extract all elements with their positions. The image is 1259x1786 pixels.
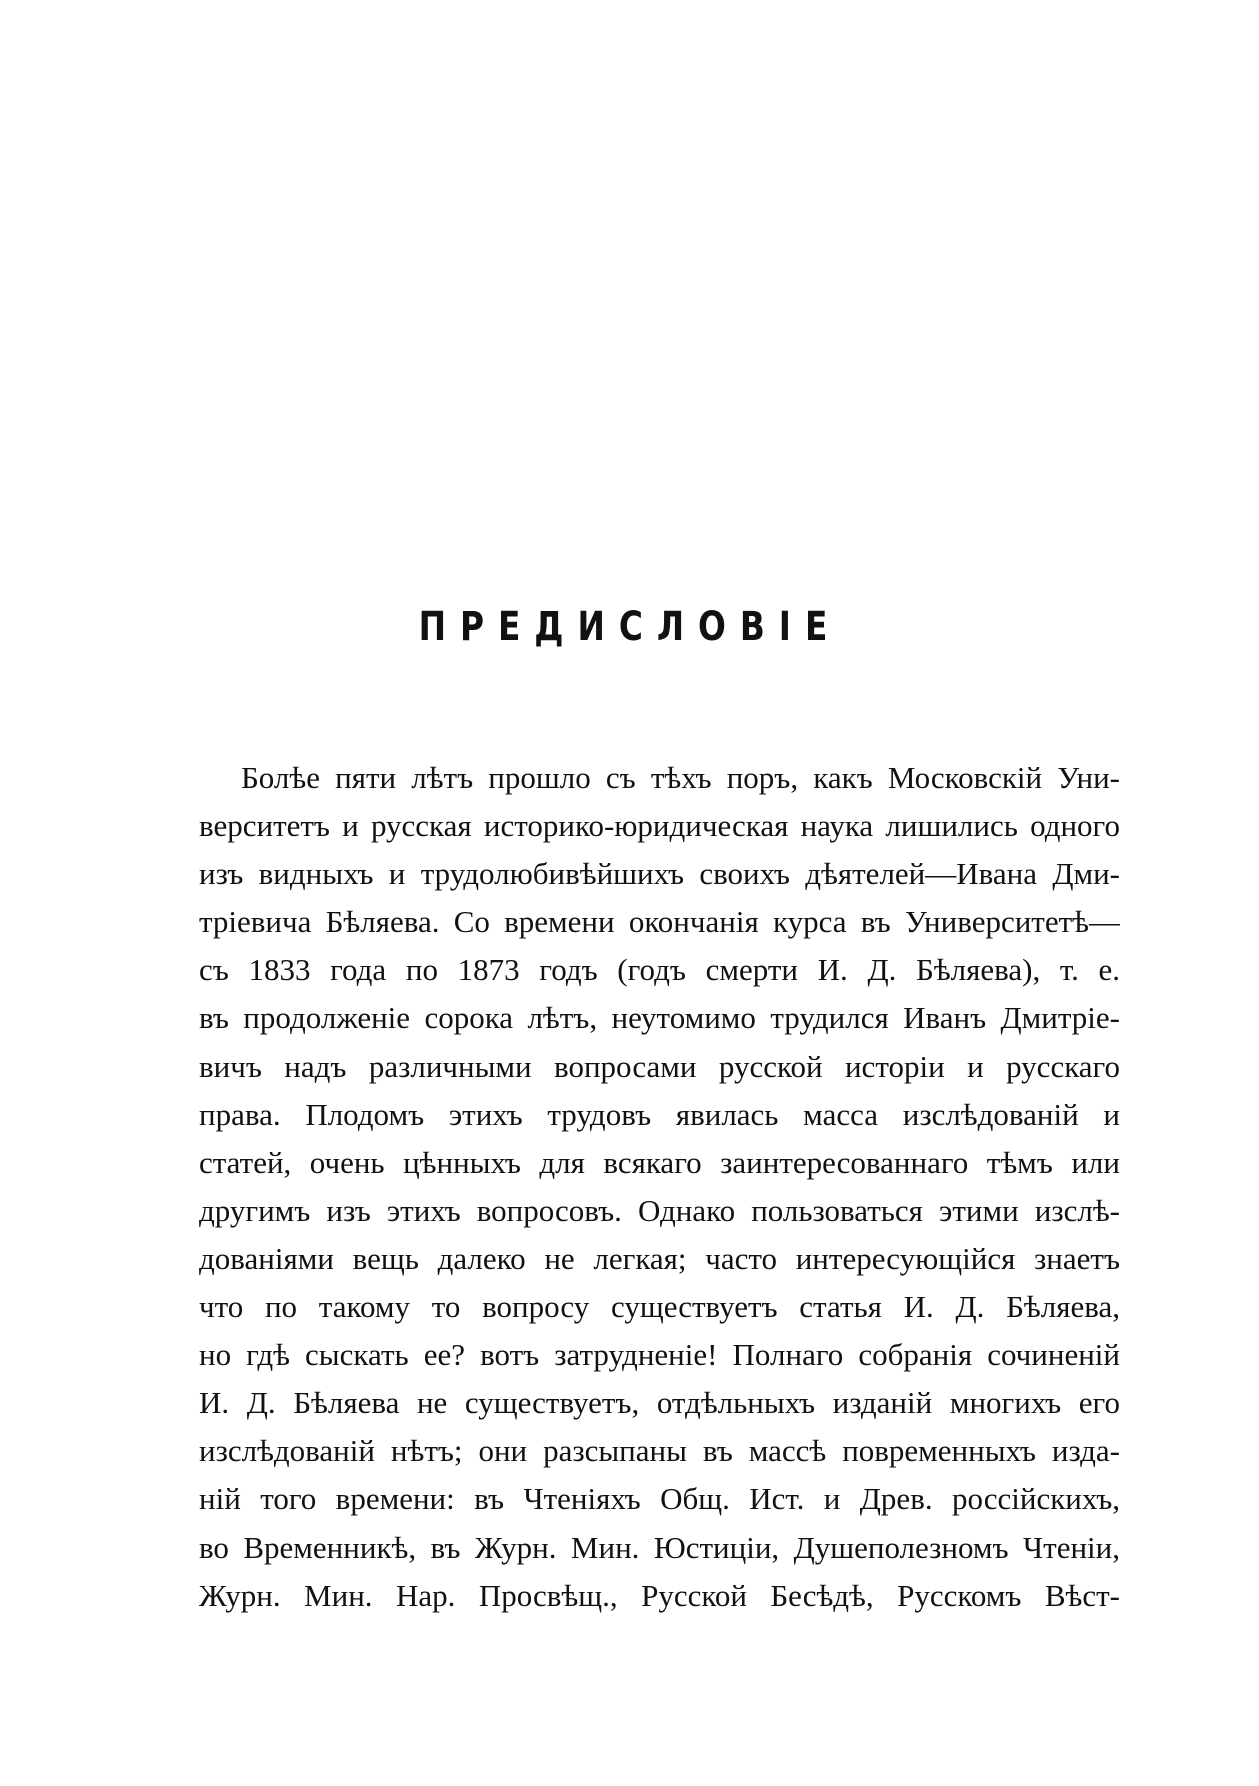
text-line: изслѣдованій нѣтъ; они разсыпаны въ массѣ повременныхъ изда- — [199, 1433, 1120, 1469]
text-line: съ 1833 года по 1873 годъ (годъ смерти И. Д. Бѣляева), т. е. — [199, 952, 1120, 988]
text-line: но гдѣ сыскать ее? вотъ затрудненіе! Полнаго собранія сочиненій — [199, 1337, 1120, 1373]
text-line: статей, очень цѣнныхъ для всякаго заинтересованнаго тѣмъ или — [199, 1144, 1120, 1180]
text-line: что по такому то вопросу существуетъ статья И. Д. Бѣляева, — [199, 1289, 1120, 1325]
body-paragraph — [199, 754, 1120, 1620]
text-line: другимъ изъ этихъ вопросовъ. Однако пользоваться этими изслѣ- — [199, 1192, 1120, 1228]
text-line: Журн. Мин. Нар. Просвѣщ., Русской Бесѣдѣ, Русскомъ Вѣст- — [199, 1577, 1120, 1613]
text-line: Болѣе пяти лѣтъ прошло съ тѣхъ поръ, какъ Московскій Уни- — [241, 760, 1120, 795]
text-line: тріевича Бѣляева. Со времени окончанія курса въ Университетѣ— — [199, 904, 1120, 940]
text-line: верситетъ и русская историко-юридическая наука лишились одного — [199, 808, 1120, 844]
text-line: И. Д. Бѣляева не существуетъ, отдѣльныхъ изданій многихъ его — [199, 1385, 1120, 1421]
text-line: вичъ надъ различными вопросами русской исторіи и русскаго — [199, 1048, 1120, 1084]
text-line: во Временникѣ, въ Журн. Мин. Юстиціи, Душеполезномъ Чтеніи, — [199, 1529, 1120, 1565]
text-line: ній того времени: въ Чтеніяхъ Общ. Ист. и Древ. россійскихъ, — [199, 1481, 1120, 1517]
text-line: права. Плодомъ этихъ трудовъ явилась масса изслѣдованій и — [199, 1096, 1120, 1132]
page-heading: ПРЕДИСЛОВІЕ — [418, 604, 842, 650]
text-line: дованіями вещь далеко не легкая; часто интересующійся знаетъ — [199, 1240, 1120, 1276]
text-line: въ продолженіе сорока лѣтъ, неутомимо трудился Иванъ Дмитріе- — [199, 1000, 1120, 1036]
text-line: изъ видныхъ и трудолюбивѣйшихъ своихъ дѣятелей—Ивана Дми- — [199, 856, 1120, 892]
